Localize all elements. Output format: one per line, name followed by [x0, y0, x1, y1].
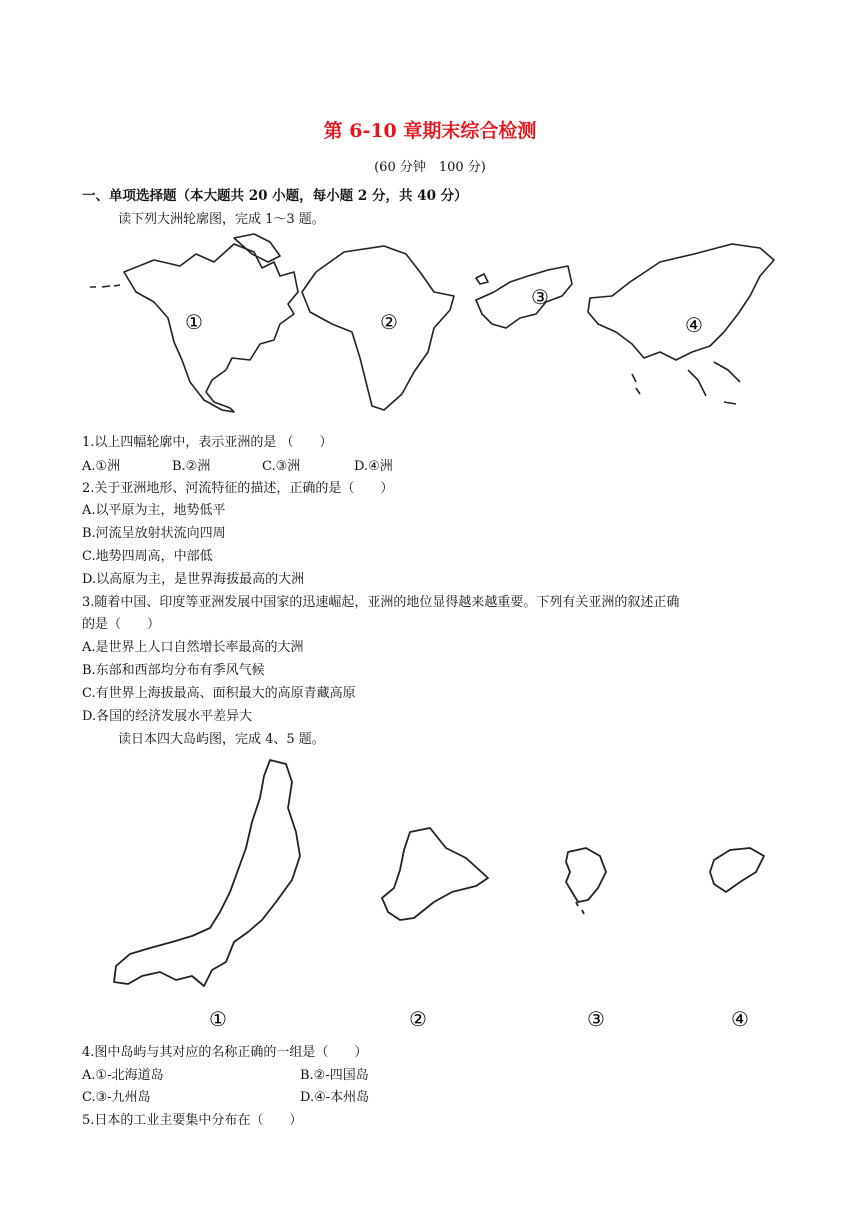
japan-islands-figure — [100, 752, 770, 1042]
figure1-label-2: ② — [380, 310, 398, 334]
continent-outline-figure — [84, 232, 784, 417]
figure2-label-4: ④ — [731, 1007, 749, 1031]
honshu-outline — [114, 760, 300, 986]
question-4-stem: 4.图中岛屿与其对应的名称正确的一组是（ ） — [82, 1045, 368, 1060]
q2-option-c: C.地势四周高，中部低 — [82, 549, 213, 564]
q3-option-a: A.是世界上人口自然增长率最高的大洲 — [82, 640, 304, 655]
q1-option-b: B.②洲 — [172, 459, 211, 474]
question-5-stem: 5.日本的工业主要集中分布在（ ） — [82, 1113, 303, 1128]
q1-option-d: D.④洲 — [354, 459, 393, 474]
page-title: 第 6-10 章期末综合检测 — [323, 120, 537, 142]
europe-outline — [476, 266, 572, 328]
figure2-label-3: ③ — [587, 1007, 605, 1031]
q2-option-d: D.以高原为主，是世界海拔最高的大洲 — [82, 572, 305, 587]
figure2-intro: 读日本四大岛屿图，完成 4、5 题。 — [118, 732, 325, 747]
continent-outlines-svg — [84, 232, 784, 417]
question-3-stem-line2: 的是（ ） — [82, 617, 161, 632]
q3-option-b: B.东部和西部均分布有季风气候 — [82, 663, 265, 678]
question-1-stem: 1.以上四幅轮廓中，表示亚洲的是 （ ） — [82, 435, 333, 450]
kyushu-outline — [566, 848, 606, 902]
section-heading: 一、单项选择题（本大题共 20 小题，每小题 2 分，共 40 分） — [82, 188, 468, 204]
q1-option-a: A.①洲 — [82, 459, 121, 474]
q3-option-d: D.各国的经济发展水平差异大 — [82, 709, 253, 724]
q4-option-a: A.①-北海道岛 — [82, 1068, 164, 1083]
japan-islands-svg — [100, 752, 770, 1042]
exam-duration-score: (60 分钟 100 分) — [374, 160, 486, 175]
q2-option-b: B.河流呈放射状流向四周 — [82, 526, 226, 541]
figure2-label-1: ① — [209, 1007, 227, 1031]
q3-option-c: C.有世界上海拔最高、面积最大的高原青藏高原 — [82, 686, 356, 701]
q4-option-d: D.④-本州岛 — [300, 1090, 370, 1105]
q2-option-a: A.以平原为主，地势低平 — [82, 503, 226, 518]
question-2-stem: 2.关于亚洲地形、河流特征的描述，正确的是（ ） — [82, 481, 394, 496]
q4-option-c: C.③-九州岛 — [82, 1090, 151, 1105]
shikoku-outline — [710, 848, 764, 892]
figure2-label-2: ② — [409, 1007, 427, 1031]
q4-option-b: B.②-四国岛 — [300, 1068, 369, 1083]
figure1-intro: 读下列大洲轮廓图，完成 1～3 题。 — [118, 212, 325, 227]
question-3-stem-line1: 3.随着中国、印度等亚洲发展中国家的迅速崛起，亚洲的地位显得越来越重要。下列有关亚洲的叙述正确 — [82, 595, 680, 610]
figure1-label-1: ① — [185, 310, 203, 334]
q1-option-c: C.③洲 — [262, 459, 301, 474]
asia-outline — [588, 244, 774, 360]
north-america-outline — [124, 244, 298, 412]
hokkaido-outline — [382, 828, 488, 920]
figure1-label-3: ③ — [531, 285, 549, 309]
figure1-label-4: ④ — [685, 313, 703, 337]
africa-outline — [302, 246, 454, 410]
